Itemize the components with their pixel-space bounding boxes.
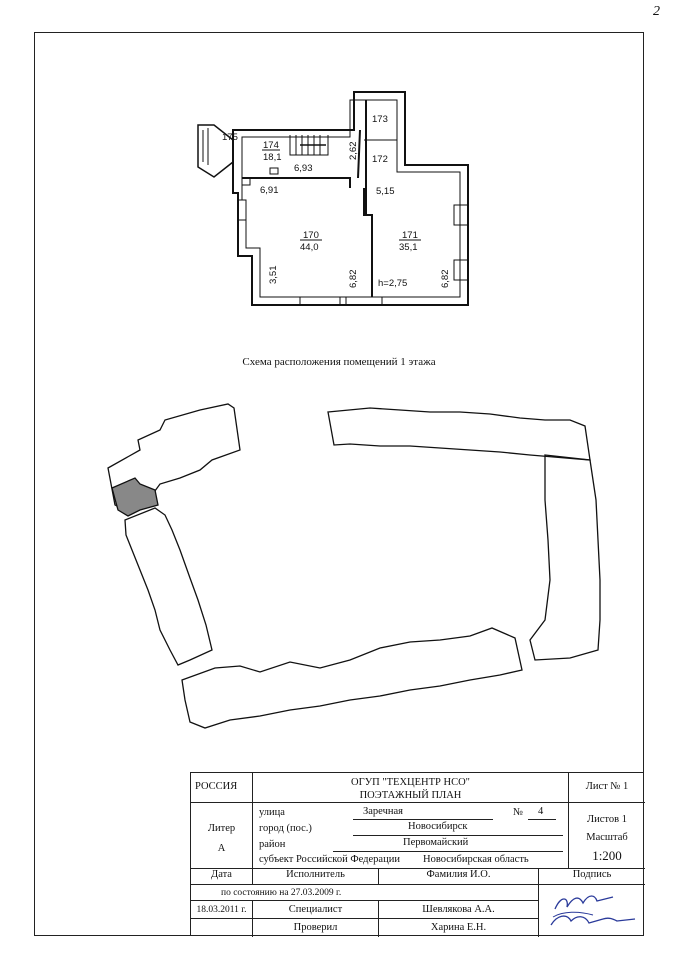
- room-175-number: 175: [222, 132, 238, 143]
- liter-value: А: [217, 843, 226, 854]
- district-value: Первомайский: [403, 837, 469, 848]
- street-label: улица: [259, 807, 285, 818]
- col-executor: Исполнитель: [253, 869, 379, 885]
- col-date: Дата: [191, 869, 253, 885]
- city-label: город (пос.): [259, 823, 312, 834]
- date-value: 18.03.2011 г.: [191, 901, 253, 919]
- dim-171-width: 5,15: [376, 186, 395, 197]
- room-172-number: 172: [372, 154, 388, 165]
- room-170-number: 170: [303, 230, 319, 241]
- state-text: по состоянию на 27.03.2009 г.: [191, 885, 539, 901]
- org-cell: [253, 773, 569, 803]
- liter-cell: [191, 803, 253, 869]
- dim-170-depth: 6,82: [348, 269, 359, 288]
- sheets-label: Листов 1: [587, 814, 627, 825]
- subject-label: субъект Российской Федерации: [259, 854, 400, 865]
- role-specialist: Специалист: [253, 901, 379, 919]
- liter-label: Литер: [207, 823, 236, 834]
- room-174-number: 174: [263, 140, 279, 151]
- dim-174-width: 6,93: [294, 163, 313, 174]
- name-specialist: Шевлякова А.А.: [379, 901, 539, 919]
- address-cell: [253, 803, 569, 869]
- org-name: ОГУП "ТЕХЦЕНТР НСО": [351, 777, 470, 788]
- handwritten-signatures: [543, 885, 643, 937]
- number-label: №: [513, 807, 524, 818]
- col-signature: Подпись: [539, 869, 645, 885]
- scale-label: Масштаб: [586, 832, 628, 843]
- sheets-scale-cell: [569, 803, 645, 869]
- room-height: h=2,75: [378, 278, 408, 289]
- page-number: 2: [653, 4, 660, 19]
- sheet-label: Лист № 1: [569, 773, 645, 803]
- subject-value: Новосибирская область: [423, 854, 529, 865]
- doc-title: ПОЭТАЖНЫЙ ПЛАН: [359, 790, 462, 801]
- plan-caption: Схема расположения помещений 1 этажа: [242, 356, 436, 368]
- name-checked: Харина Е.Н.: [379, 919, 539, 937]
- room-173-number: 173: [372, 114, 388, 125]
- room-170-area: 44,0: [300, 242, 319, 253]
- dim-corridor: 2,62: [348, 141, 359, 160]
- country-cell: РОССИЯ: [191, 773, 253, 803]
- street-value: Заречная: [363, 806, 403, 817]
- scale-value: 1:200: [592, 848, 622, 863]
- district-label: район: [259, 839, 286, 850]
- city-value: Новосибирск: [408, 821, 468, 832]
- title-block: [190, 772, 644, 936]
- dim-170-width: 6,91: [260, 185, 279, 196]
- number-value: 4: [538, 806, 544, 817]
- dim-170-side: 3,51: [268, 265, 279, 284]
- room-174-area: 18,1: [263, 152, 282, 163]
- col-name: Фамилия И.О.: [379, 869, 539, 885]
- dim-171-depth: 6,82: [440, 269, 451, 288]
- room-171-number: 171: [402, 230, 418, 241]
- role-checked: Проверил: [253, 919, 379, 937]
- room-171-area: 35,1: [399, 242, 418, 253]
